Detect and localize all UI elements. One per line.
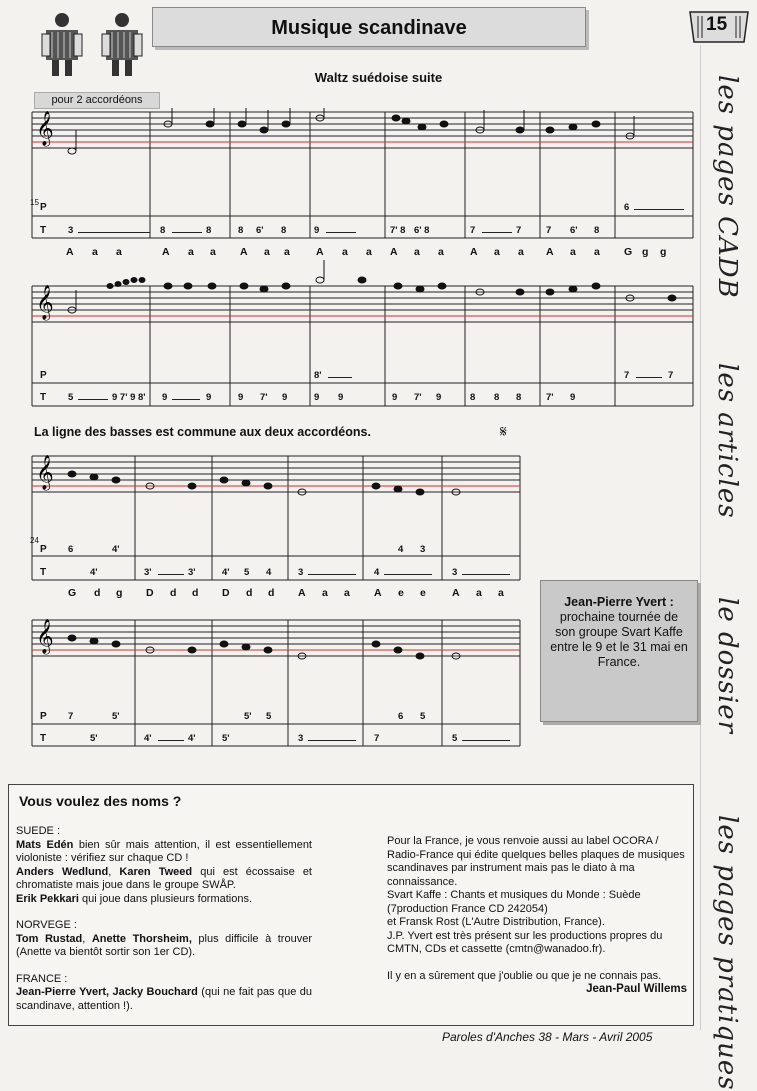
box-title: Vous voulez des noms ?	[19, 793, 182, 809]
tab-number: 9 7' 9 8'	[112, 392, 146, 403]
music-staff-system-3	[30, 452, 522, 582]
chord-symbol: D	[146, 587, 154, 599]
chord-symbol: a	[188, 246, 194, 258]
chord-symbol: D	[222, 587, 230, 599]
callout-text: prochaine tournée de son groupe Svart Kaffe entre le 9 et le 31 mai en France.	[550, 610, 688, 669]
tab-number: 7	[374, 733, 380, 744]
chord-symbol: a	[476, 587, 482, 599]
page-number: 15	[706, 14, 728, 35]
tab-number: 5	[266, 711, 272, 722]
tab-number: 9	[570, 392, 576, 403]
sidebar-label-dossier: le dossier	[712, 597, 742, 735]
chord-symbol: A	[66, 246, 74, 258]
tab-number: 4'	[222, 567, 230, 578]
tab-number: 8	[160, 225, 166, 236]
chord-symbol: a	[594, 246, 600, 258]
accordion-player-icon-right	[98, 10, 146, 78]
tab-number: 5'	[222, 733, 230, 744]
tab-t-label: T	[40, 733, 47, 744]
chord-symbol: A	[470, 246, 478, 258]
tab-t-label: T	[40, 567, 47, 578]
artist-name: Tom Rustad	[16, 932, 83, 945]
tab-number: 4	[266, 567, 272, 578]
box-right-column: Pour la France, je vous renvoie aussi au label OCORA / Radio-France qui édite quelques belles plaques de musiques scandinaves par instrument mais pas le diato à ma connaissance. Svart Kaffe : Chants et musiques du Monde : Suède (7production France CD 242054) et Fransk Rost (L'Autre Distribution, France). J.P. Yvert est très présent sur les productions propres du CMTN, CDs et cassette (cmtn@wanadoo.fr). Il y en a sûrement que j'oublie ou que je ne connais pas. Jean-Paul Willems	[387, 835, 687, 995]
tab-number: 4'	[90, 567, 98, 578]
tab-number: 8	[494, 392, 500, 403]
footer: Paroles d'Anches 38 - Mars - Avril 2005	[442, 1030, 653, 1044]
sidebar-label-articles: les articles	[712, 363, 742, 519]
tab-number: 3	[452, 567, 458, 578]
chord-symbol: G	[624, 246, 633, 258]
tab-number: 7'	[414, 392, 422, 403]
tab-number: 3'	[144, 567, 152, 578]
tab-number: 3	[298, 733, 304, 744]
chord-symbol: a	[116, 246, 122, 258]
music-staff-system-2	[30, 258, 695, 408]
tab-number: 8'	[314, 370, 322, 381]
tab-number: 9	[314, 225, 320, 236]
chord-symbol: A	[390, 246, 398, 258]
chord-symbol: g	[660, 246, 667, 258]
names-box	[8, 784, 694, 1026]
tab-number: 8	[238, 225, 244, 236]
tab-number: 5	[244, 567, 250, 578]
tab-number: 6'	[256, 225, 264, 236]
tab-number: 6	[398, 711, 404, 722]
chord-symbol: a	[498, 587, 504, 599]
chord-symbol: a	[366, 246, 372, 258]
chord-symbol: a	[322, 587, 328, 599]
chord-symbol: A	[316, 246, 324, 258]
chord-symbol: a	[438, 246, 444, 258]
accordion-player-icon-left	[38, 10, 86, 78]
tab-number: 3	[420, 544, 426, 555]
tab-number: 9	[314, 392, 320, 403]
chord-symbol: d	[192, 587, 199, 599]
tab-number: 7	[668, 370, 674, 381]
sidebar-label-pages-cadb: les pages CADB	[712, 75, 742, 299]
svg-text:𝄞: 𝄞	[36, 619, 54, 654]
chord-symbol: A	[546, 246, 554, 258]
chord-symbol: d	[94, 587, 101, 599]
sidebar	[700, 45, 752, 1091]
tab-number: 7'	[546, 392, 554, 403]
chord-symbol: a	[284, 246, 290, 258]
tab-number: 7	[624, 370, 630, 381]
chord-symbol: e	[398, 587, 404, 599]
tab-number: 3	[298, 567, 304, 578]
tab-number: 4	[398, 544, 404, 555]
segno-icon: 𝄋	[500, 424, 507, 441]
artist-name: Mats Edén	[16, 838, 74, 851]
chord-symbol: A	[452, 587, 460, 599]
subtitle-label: pour 2 accordéons	[34, 92, 160, 109]
sidebar-label-pages-pratiques: les pages pratiques	[712, 815, 742, 1091]
chord-symbol: d	[246, 587, 253, 599]
chord-symbol: a	[494, 246, 500, 258]
title-box	[152, 7, 586, 47]
chord-symbol: A	[162, 246, 170, 258]
tab-number: 6	[68, 544, 74, 555]
tab-number: 7	[68, 711, 74, 722]
tab-number: 8	[594, 225, 600, 236]
tab-number: 8	[206, 225, 212, 236]
bass-note-text: La ligne des basses est commune aux deux accordéons.	[34, 425, 371, 439]
tab-t-label: T	[40, 225, 47, 236]
tab-p-label: P	[40, 544, 47, 555]
tab-number: 5	[420, 711, 426, 722]
svg-text:𝄞: 𝄞	[36, 111, 54, 146]
chord-symbol: G	[68, 587, 77, 599]
tab-number: 3'	[188, 567, 196, 578]
tab-number: 7' 8	[390, 225, 406, 236]
artist-name: Anders Wedlund	[16, 865, 109, 878]
tab-number: 9	[282, 392, 288, 403]
tab-number: 7	[470, 225, 476, 236]
svg-text:𝄞: 𝄞	[36, 285, 54, 320]
chord-symbol: a	[344, 587, 350, 599]
svg-text:𝄞: 𝄞	[36, 455, 54, 490]
tab-number: 7	[546, 225, 552, 236]
chord-symbol: d	[170, 587, 177, 599]
tab-number: 6'	[570, 225, 578, 236]
country-label-norvege: NORVEGE :	[16, 919, 77, 931]
tab-number: 4	[374, 567, 380, 578]
tab-number: 5'	[112, 711, 120, 722]
tab-number: 8	[516, 392, 522, 403]
chord-symbol: a	[92, 246, 98, 258]
tab-number: 9	[206, 392, 212, 403]
chord-symbol: A	[240, 246, 248, 258]
tab-p-label: P	[40, 202, 47, 213]
tab-number: 9	[338, 392, 344, 403]
chord-symbol: A	[374, 587, 382, 599]
box-left-column: SUEDE : Mats Edén bien sûr mais attention, il est essentiellement violoniste : vérifiez sur chaque CD ! Anders Wedlund, Karen Tweed qui est écossaise et chromatiste mais joue dans le groupe SWÅP. Erik Pekkari qui joue dans plusieurs formations. NORVEGE : Tom Rustad, Anette Thorsheim, plus difficile à trouver (Anette va bientôt sortir son 1er CD). FRANCE : Jean-Pierre Yvert, Jacky Bouchard (qui ne fait pas que du scandinave, attention !).	[16, 825, 312, 1012]
signature: Jean-Paul Willems	[586, 983, 687, 995]
tab-number: 9	[392, 392, 398, 403]
tab-number: 4'	[144, 733, 152, 744]
chord-symbol: d	[268, 587, 275, 599]
artist-name: Jean-Pierre Yvert, Jacky Bouchard	[16, 986, 198, 998]
country-label-suede: SUEDE :	[16, 825, 61, 837]
tab-number: 9	[436, 392, 442, 403]
tab-number: 9	[238, 392, 244, 403]
tab-number: 6' 8	[414, 225, 430, 236]
tab-number: 4'	[188, 733, 196, 744]
chord-symbol: A	[298, 587, 306, 599]
artist-name: Anette Thorsheim,	[91, 932, 192, 945]
chord-symbol: a	[264, 246, 270, 258]
measure-number: 15	[30, 198, 39, 207]
tab-t-label: T	[40, 392, 47, 403]
music-staff-system-4	[30, 616, 522, 748]
chord-symbol: a	[414, 246, 420, 258]
chord-symbol: a	[342, 246, 348, 258]
country-label-france: FRANCE :	[16, 972, 68, 985]
tab-number: 5	[68, 392, 74, 403]
tab-number: 3	[68, 225, 74, 236]
chord-symbol: a	[518, 246, 524, 258]
tour-callout	[540, 580, 698, 722]
artist-name: Erik Pekkari	[16, 892, 79, 905]
tab-number: 5	[452, 733, 458, 744]
section-title: Waltz suédoise suite	[314, 70, 443, 85]
tab-number: 4'	[112, 544, 120, 555]
tab-number: 8	[281, 225, 287, 236]
tab-number: 8	[470, 392, 476, 403]
callout-name: Jean-Pierre Yvert :	[564, 595, 674, 609]
artist-name: Karen Tweed	[119, 865, 193, 878]
chord-symbol: a	[210, 246, 216, 258]
tab-number: 7	[516, 225, 522, 236]
page-title: Musique scandinave	[271, 17, 467, 39]
chord-symbol: a	[570, 246, 576, 258]
tab-number: 5'	[90, 733, 98, 744]
tab-number: 9	[162, 392, 168, 403]
chord-symbol: g	[116, 587, 123, 599]
tab-number: 6	[624, 202, 630, 213]
tab-p-label: P	[40, 370, 47, 381]
chord-symbol: g	[642, 246, 649, 258]
tab-number: 7'	[260, 392, 268, 403]
measure-number: 24	[30, 536, 39, 545]
tab-p-label: P	[40, 711, 47, 722]
chord-symbol: e	[420, 587, 426, 599]
tab-number: 5'	[244, 711, 252, 722]
